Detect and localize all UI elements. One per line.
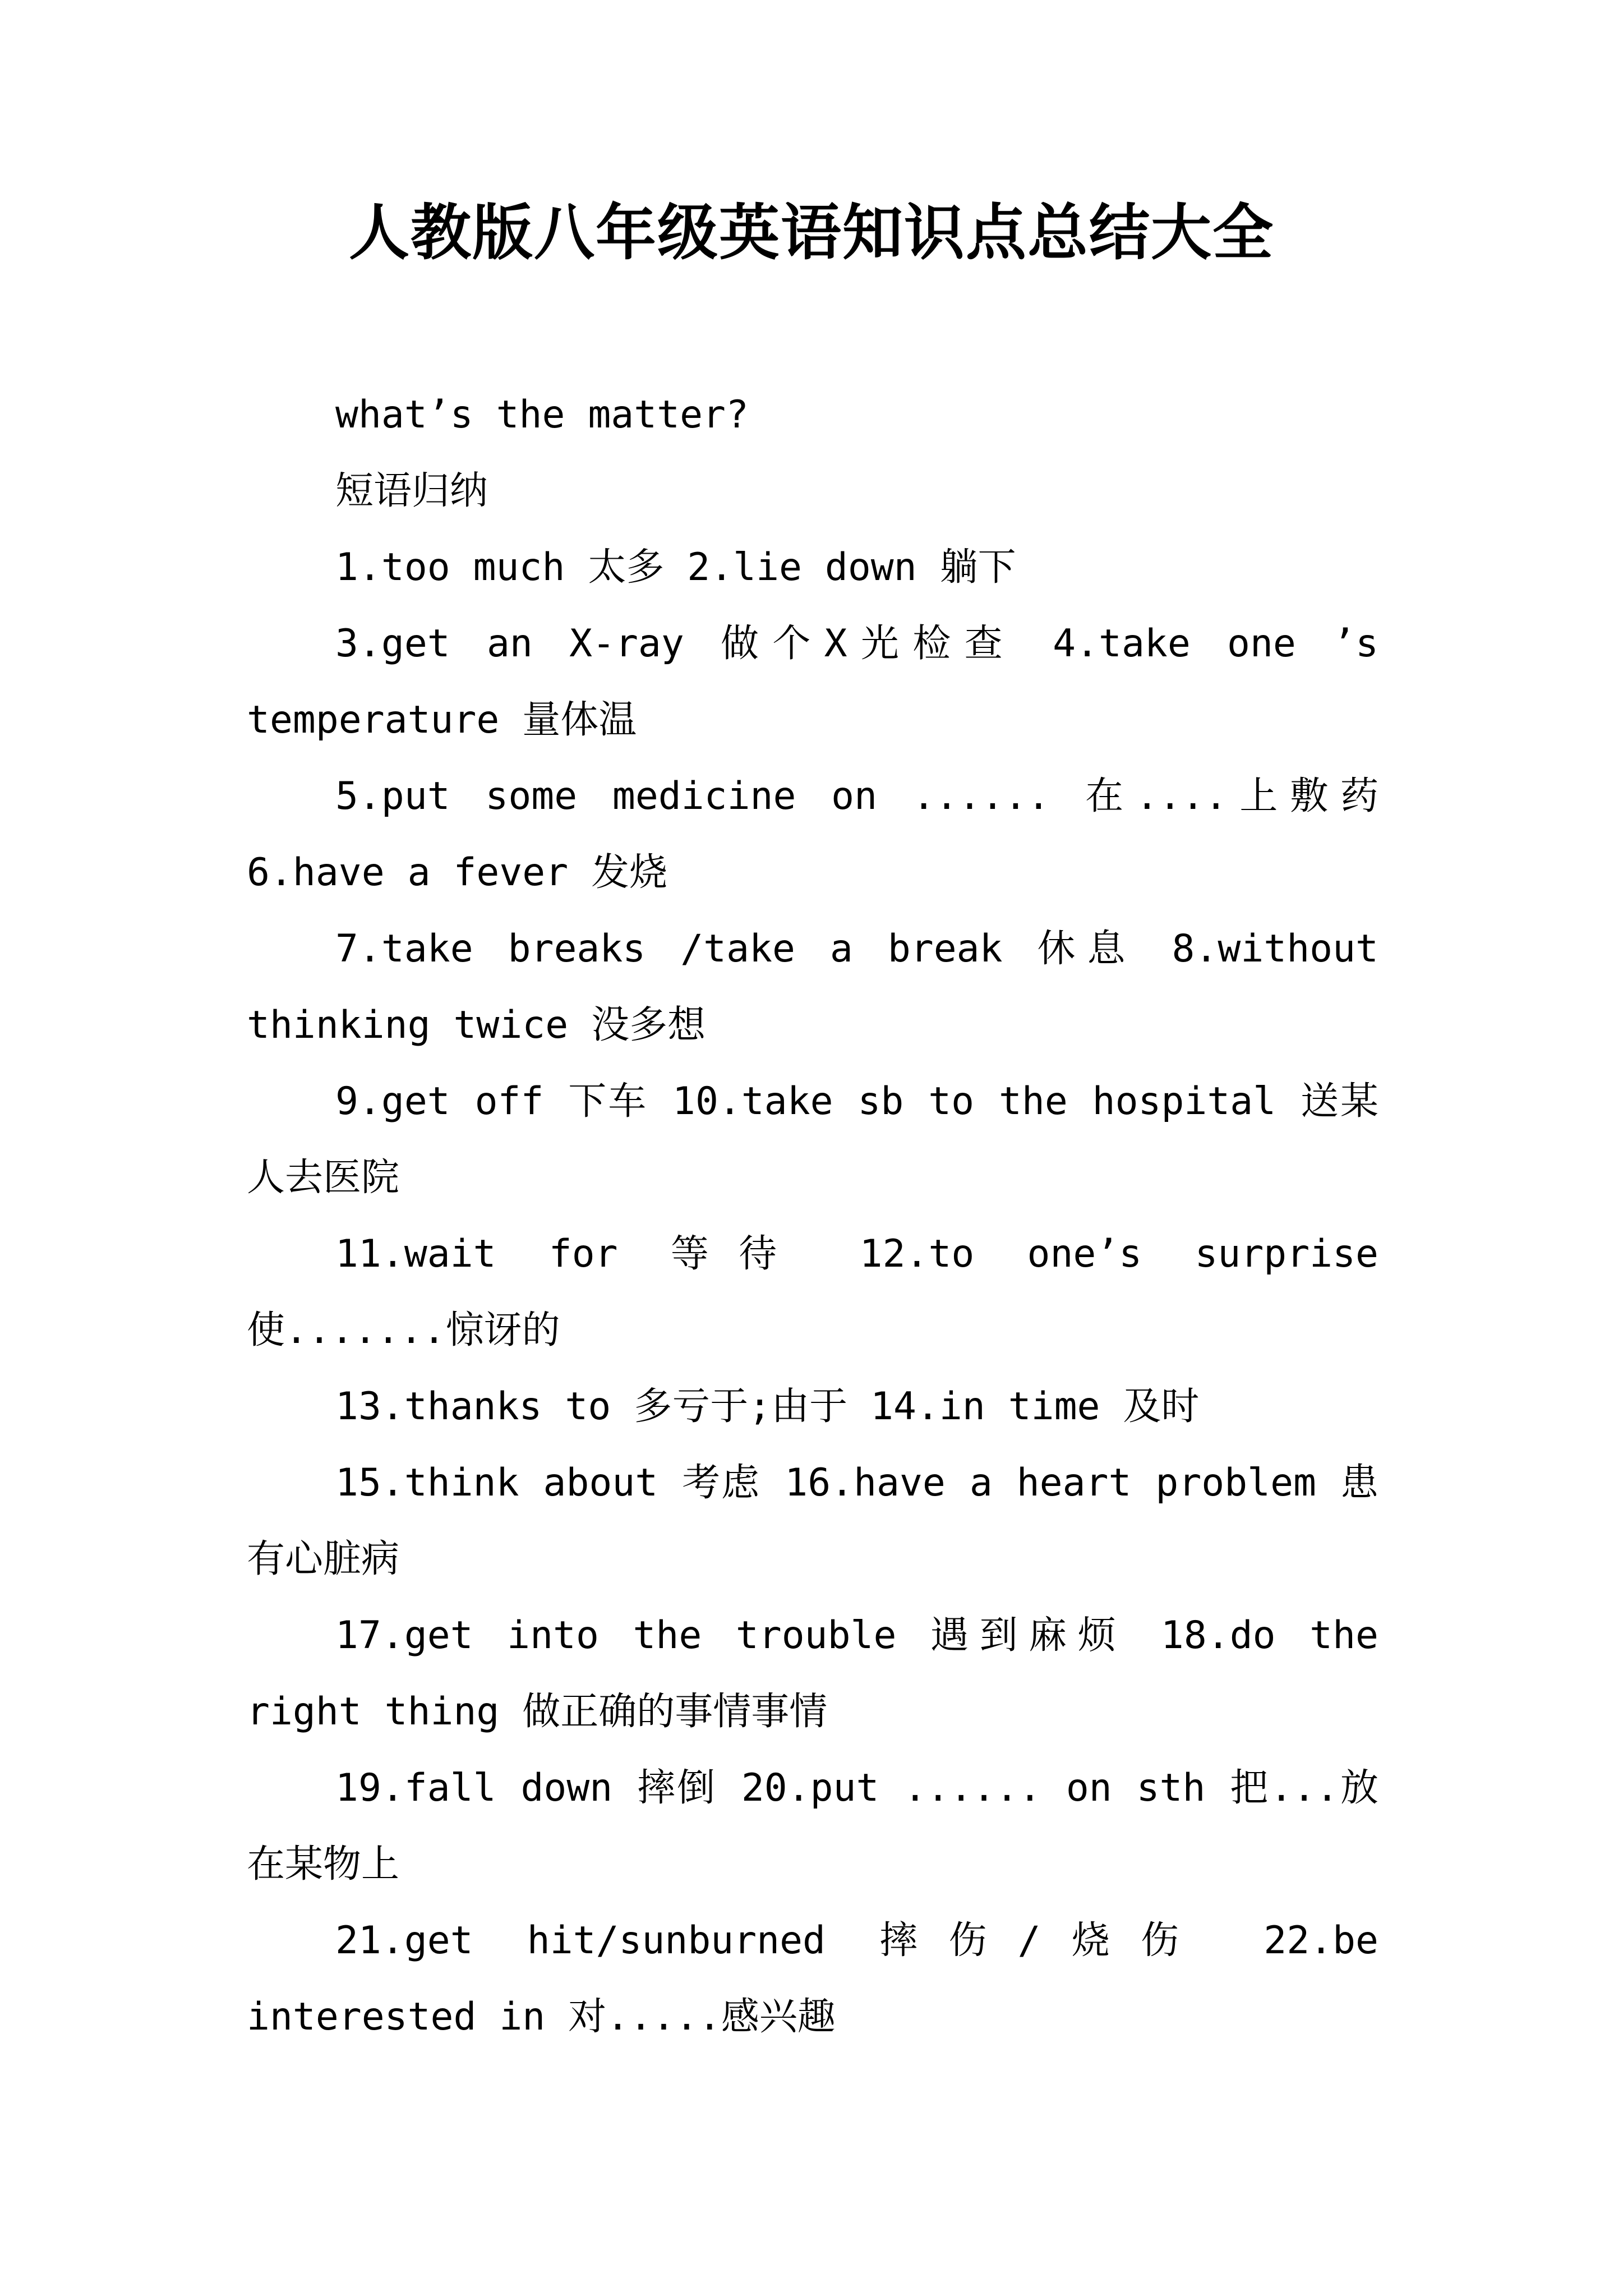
phrase-paragraph: 13.thanks to 多亏于;由于 14.in time 及时 <box>335 1384 1200 1429</box>
document-body <box>247 377 1378 2055</box>
document-title: 人教版八年级英语知识点总结大全 <box>348 197 1274 268</box>
phrase-summary-heading: 短语归纳 <box>335 469 488 513</box>
phrase-paragraph: 21.get hit/sunburned 摔伤/烧伤 22.be interested in 对.....感兴趣 <box>247 1918 1378 2039</box>
phrase-paragraph: 11.wait for 等待 12.to one’s surprise 使.......惊讶的 <box>247 1232 1378 1352</box>
phrase-paragraph: 7.take breaks /take a break 休息 8.without thinking twice 没多想 <box>247 927 1378 1047</box>
phrase-paragraph: 3.get an X-ray 做个X光检查 4.take one ’s temperature 量体温 <box>247 622 1378 742</box>
phrase-paragraph: 9.get off 下车 10.take sb to the hospital 送某人去医院 <box>247 1079 1378 1200</box>
phrase-paragraph: 1.too much 太多 2.lie down 躺下 <box>335 545 1016 590</box>
phrase-paragraph: 17.get into the trouble 遇到麻烦 18.do the right thing 做正确的事情事情 <box>247 1613 1378 1734</box>
phrase-paragraph: 5.put some medicine on ...... 在....上敷药 6.have a fever 发烧 <box>247 774 1378 895</box>
phrase-paragraph: 15.think about 考虑 16.have a heart problem 患有心脏病 <box>247 1461 1378 1581</box>
section-heading-line: what’s the matter? <box>335 393 749 437</box>
phrase-paragraph: 19.fall down 摔倒 20.put ...... on sth 把...放在某物上 <box>247 1766 1378 1887</box>
